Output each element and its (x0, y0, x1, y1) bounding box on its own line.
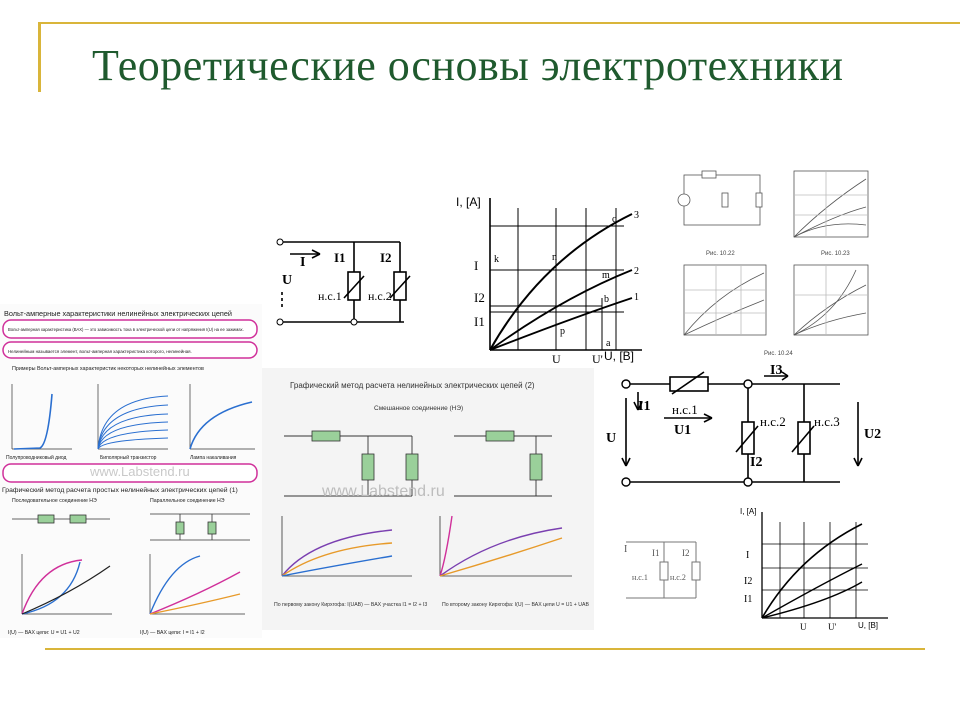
voltage-label: U (282, 273, 293, 288)
mixed-ne2-label: н.с.2 (760, 414, 786, 429)
small-y-tick-i2: I2 (744, 576, 753, 587)
point-m: m (602, 270, 610, 281)
curve-label-3: 3 (634, 210, 639, 221)
mixed-u2-label: U2 (864, 427, 882, 442)
point-p: p (560, 326, 565, 337)
graph-y-axis-label: I, [A] (456, 195, 481, 209)
poster-mixed-subtitle: Смешанное соединение (НЭ) (374, 405, 464, 412)
slide-title: Теоретические основы электротехники (92, 41, 844, 90)
accent-left-line (38, 22, 41, 92)
caption-lamp: Лампа накаливания (190, 455, 237, 461)
nonlinear-element-1-label: н.с.1 (318, 289, 342, 303)
faded-i2-label: I2 (682, 548, 690, 558)
accent-bottom-line (45, 648, 925, 650)
current-label: I (300, 255, 306, 270)
poster-vah-characteristics (0, 304, 262, 638)
x-tick-u: U (552, 352, 561, 366)
textbook-scan-figures (676, 165, 876, 360)
poster-vah-bottom-title: Графический метод расчета простых нелинейных электрических цепей (1) (2, 487, 238, 494)
current-i2-label: I2 (380, 250, 392, 265)
textbook-figure-3-caption: Рис. 10.24 (764, 351, 793, 357)
vah-graph-small (738, 506, 898, 634)
small-graph-x-label: U, [B] (858, 621, 879, 630)
faded-current-label: I (624, 544, 628, 555)
poster-vah-law-parallel: I(U) — ВАХ цепи: I = I1 + I2 (140, 630, 205, 636)
poster-vah-law-series: I(U) — ВАХ цепи: U = U1 + U2 (8, 630, 80, 636)
mixed-u-label: U (606, 431, 617, 446)
point-n: n (552, 252, 557, 263)
mixed-circuit-diagram (600, 362, 890, 490)
poster-mixed-connection (262, 368, 594, 630)
faded-ne2-label: н.с.2 (670, 573, 686, 582)
poster-mixed-title: Графический метод расчета нелинейных электрических цепей (2) (290, 381, 535, 390)
mixed-ne1-label: н.с.1 (672, 402, 698, 417)
mixed-u1-label: U1 (674, 423, 692, 438)
point-a: a (606, 338, 611, 349)
poster-mixed-watermark: www.Labstend.ru (322, 483, 445, 500)
y-tick-i2: I2 (474, 290, 485, 305)
poster-vah-definition: Вольт-амперная характеристика (ВАХ) — это зависимость тока в электрической цепи от напряжения I(U) на ее зажимах. (8, 327, 244, 332)
y-tick-i1: I1 (474, 314, 485, 329)
poster-vah-examples-heading: Примеры Вольт-амперных характеристик некоторых нелинейных элементов (12, 366, 204, 372)
poster-vah-watermark: www.Labstend.ru (90, 464, 190, 479)
poster-vah-nonlinear-definition: Нелинейным называется элемент, вольт-амперная характеристика которого, нелинейная. (8, 349, 192, 354)
point-b: b (604, 294, 609, 305)
poster-mixed-kirchhoff-1: По первому закону Кирхгофа: I(UAB) — ВАХ участка I1 = I2 + I3 (274, 602, 428, 608)
poster-vah-series-heading: Последовательное соединение НЭ (12, 498, 97, 504)
faded-i1-label: I1 (652, 548, 660, 558)
current-i1-label: I1 (334, 250, 346, 265)
graph-x-axis-label: U, [B] (604, 349, 635, 363)
small-graph-y-label: I, [A] (740, 507, 757, 516)
poster-vah-title: Вольт-амперные характеристики нелинейных электрических цепей (4, 309, 232, 318)
small-x-tick-u: U (800, 622, 807, 632)
small-y-tick-i1: I1 (744, 594, 753, 605)
point-c: c (612, 214, 617, 225)
caption-diode: Полупроводниковый диод (6, 455, 67, 461)
poster-vah-parallel-heading: Параллельное соединение НЭ (150, 498, 225, 504)
small-x-tick-u-prime: U' (828, 622, 837, 632)
parallel-circuit-diagram (268, 232, 438, 344)
textbook-figure-1-caption: Рис. 10.22 (706, 251, 735, 257)
mixed-i1-label: I1 (638, 399, 651, 414)
curve-label-1: 1 (634, 292, 639, 303)
x-tick-u-prime: U' (592, 352, 603, 366)
point-k: k (494, 254, 499, 265)
curve-label-2: 2 (634, 266, 639, 277)
y-tick-i: I (474, 258, 479, 273)
caption-transistor: Биполярный транзистор (100, 455, 157, 461)
vah-graph-main (452, 188, 652, 368)
mixed-i3-label: I3 (770, 363, 783, 378)
accent-top-line (38, 22, 960, 24)
poster-mixed-kirchhoff-2: По второму закону Кирхгофа: I(U) — ВАХ цепи U = U1 + UAB (442, 602, 589, 608)
faded-circuit-copy (596, 528, 720, 610)
faded-ne1-label: н.с.1 (632, 573, 648, 582)
mixed-ne3-label: н.с.3 (814, 414, 840, 429)
mixed-i2-label: I2 (750, 455, 763, 470)
nonlinear-element-2-label: н.с.2 (368, 289, 392, 303)
textbook-figure-2-caption: Рис. 10.23 (821, 251, 850, 257)
small-y-tick-i: I (746, 550, 750, 561)
